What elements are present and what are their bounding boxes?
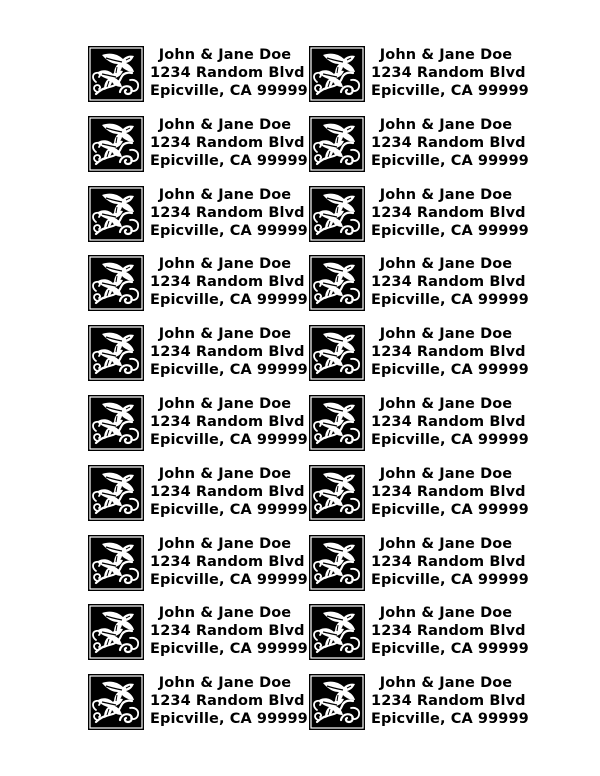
- address-block: [371, 604, 529, 658]
- address-block: [371, 674, 529, 728]
- street-address: 1234 Random Blvd: [150, 414, 305, 430]
- recipient-name: John & Jane Doe: [158, 47, 292, 63]
- address-label-18: [309, 604, 529, 664]
- leaf-vine-ornament-icon: [309, 186, 365, 242]
- address-block: [150, 46, 308, 100]
- recipient-name: John & Jane Doe: [379, 605, 513, 621]
- city-state-zip: Epicville, CA 99999: [371, 711, 529, 727]
- leaf-vine-ornament-icon: [88, 325, 144, 381]
- street-address: 1234 Random Blvd: [371, 135, 526, 151]
- address-label-19: [88, 674, 308, 734]
- address-block: [150, 116, 308, 170]
- recipient-name: John & Jane Doe: [158, 117, 292, 133]
- city-state-zip: Epicville, CA 99999: [150, 292, 308, 308]
- address-block: [371, 116, 529, 170]
- city-state-zip: Epicville, CA 99999: [150, 572, 308, 588]
- leaf-vine-ornament-icon: [88, 395, 144, 451]
- recipient-name: John & Jane Doe: [379, 117, 513, 133]
- recipient-name: John & Jane Doe: [158, 466, 292, 482]
- address-block: [150, 325, 308, 379]
- street-address: 1234 Random Blvd: [371, 554, 526, 570]
- address-label-7: [88, 255, 308, 315]
- street-address: 1234 Random Blvd: [150, 274, 305, 290]
- leaf-vine-ornament-icon: [309, 116, 365, 172]
- city-state-zip: Epicville, CA 99999: [150, 432, 308, 448]
- address-block: [150, 465, 308, 519]
- city-state-zip: Epicville, CA 99999: [150, 83, 308, 99]
- leaf-vine-ornament-icon: [88, 604, 144, 660]
- address-block: [371, 186, 529, 240]
- recipient-name: John & Jane Doe: [158, 187, 292, 203]
- leaf-vine-ornament-icon: [88, 46, 144, 102]
- street-address: 1234 Random Blvd: [150, 65, 305, 81]
- recipient-name: John & Jane Doe: [158, 675, 292, 691]
- leaf-vine-ornament-icon: [309, 604, 365, 660]
- city-state-zip: Epicville, CA 99999: [371, 83, 529, 99]
- recipient-name: John & Jane Doe: [158, 256, 292, 272]
- city-state-zip: Epicville, CA 99999: [150, 153, 308, 169]
- address-label-14: [309, 465, 529, 525]
- street-address: 1234 Random Blvd: [150, 554, 305, 570]
- address-label-4: [309, 116, 529, 176]
- address-block: [371, 255, 529, 309]
- address-label-3: [88, 116, 308, 176]
- street-address: 1234 Random Blvd: [150, 135, 305, 151]
- address-label-11: [88, 395, 308, 455]
- street-address: 1234 Random Blvd: [371, 205, 526, 221]
- city-state-zip: Epicville, CA 99999: [150, 641, 308, 657]
- leaf-vine-ornament-icon: [309, 465, 365, 521]
- address-label-5: [88, 186, 308, 246]
- city-state-zip: Epicville, CA 99999: [371, 432, 529, 448]
- recipient-name: John & Jane Doe: [158, 326, 292, 342]
- city-state-zip: Epicville, CA 99999: [371, 572, 529, 588]
- leaf-vine-ornament-icon: [88, 186, 144, 242]
- leaf-vine-ornament-icon: [88, 535, 144, 591]
- leaf-vine-ornament-icon: [88, 116, 144, 172]
- recipient-name: John & Jane Doe: [379, 675, 513, 691]
- address-label-10: [309, 325, 529, 385]
- address-label-13: [88, 465, 308, 525]
- address-label-12: [309, 395, 529, 455]
- street-address: 1234 Random Blvd: [371, 344, 526, 360]
- city-state-zip: Epicville, CA 99999: [371, 502, 529, 518]
- recipient-name: John & Jane Doe: [379, 326, 513, 342]
- address-block: [150, 255, 308, 309]
- address-block: [371, 535, 529, 589]
- recipient-name: John & Jane Doe: [379, 466, 513, 482]
- address-label-16: [309, 535, 529, 595]
- leaf-vine-ornament-icon: [309, 46, 365, 102]
- street-address: 1234 Random Blvd: [150, 623, 305, 639]
- leaf-vine-ornament-icon: [309, 325, 365, 381]
- address-label-9: [88, 325, 308, 385]
- street-address: 1234 Random Blvd: [371, 65, 526, 81]
- address-block: [371, 46, 529, 100]
- leaf-vine-ornament-icon: [309, 535, 365, 591]
- street-address: 1234 Random Blvd: [371, 484, 526, 500]
- recipient-name: John & Jane Doe: [158, 536, 292, 552]
- recipient-name: John & Jane Doe: [379, 536, 513, 552]
- recipient-name: John & Jane Doe: [158, 396, 292, 412]
- leaf-vine-ornament-icon: [88, 674, 144, 730]
- street-address: 1234 Random Blvd: [150, 205, 305, 221]
- city-state-zip: Epicville, CA 99999: [371, 641, 529, 657]
- address-block: [150, 186, 308, 240]
- recipient-name: John & Jane Doe: [379, 47, 513, 63]
- street-address: 1234 Random Blvd: [371, 623, 526, 639]
- street-address: 1234 Random Blvd: [371, 274, 526, 290]
- leaf-vine-ornament-icon: [309, 674, 365, 730]
- leaf-vine-ornament-icon: [88, 255, 144, 311]
- address-block: [371, 395, 529, 449]
- city-state-zip: Epicville, CA 99999: [150, 223, 308, 239]
- leaf-vine-ornament-icon: [309, 255, 365, 311]
- address-label-15: [88, 535, 308, 595]
- address-label-20: [309, 674, 529, 734]
- city-state-zip: Epicville, CA 99999: [150, 362, 308, 378]
- street-address: 1234 Random Blvd: [150, 344, 305, 360]
- address-label-1: [88, 46, 308, 106]
- recipient-name: John & Jane Doe: [379, 256, 513, 272]
- city-state-zip: Epicville, CA 99999: [371, 362, 529, 378]
- address-label-6: [309, 186, 529, 246]
- address-block: [150, 535, 308, 589]
- street-address: 1234 Random Blvd: [150, 693, 305, 709]
- city-state-zip: Epicville, CA 99999: [371, 292, 529, 308]
- recipient-name: John & Jane Doe: [158, 605, 292, 621]
- city-state-zip: Epicville, CA 99999: [150, 711, 308, 727]
- city-state-zip: Epicville, CA 99999: [150, 502, 308, 518]
- address-label-2: [309, 46, 529, 106]
- recipient-name: John & Jane Doe: [379, 187, 513, 203]
- city-state-zip: Epicville, CA 99999: [371, 153, 529, 169]
- address-block: [150, 674, 308, 728]
- city-state-zip: Epicville, CA 99999: [371, 223, 529, 239]
- street-address: 1234 Random Blvd: [371, 414, 526, 430]
- leaf-vine-ornament-icon: [309, 395, 365, 451]
- recipient-name: John & Jane Doe: [379, 396, 513, 412]
- address-block: [150, 604, 308, 658]
- address-block: [150, 395, 308, 449]
- address-block: [371, 465, 529, 519]
- address-label-8: [309, 255, 529, 315]
- address-label-17: [88, 604, 308, 664]
- leaf-vine-ornament-icon: [88, 465, 144, 521]
- street-address: 1234 Random Blvd: [371, 693, 526, 709]
- address-block: [371, 325, 529, 379]
- street-address: 1234 Random Blvd: [150, 484, 305, 500]
